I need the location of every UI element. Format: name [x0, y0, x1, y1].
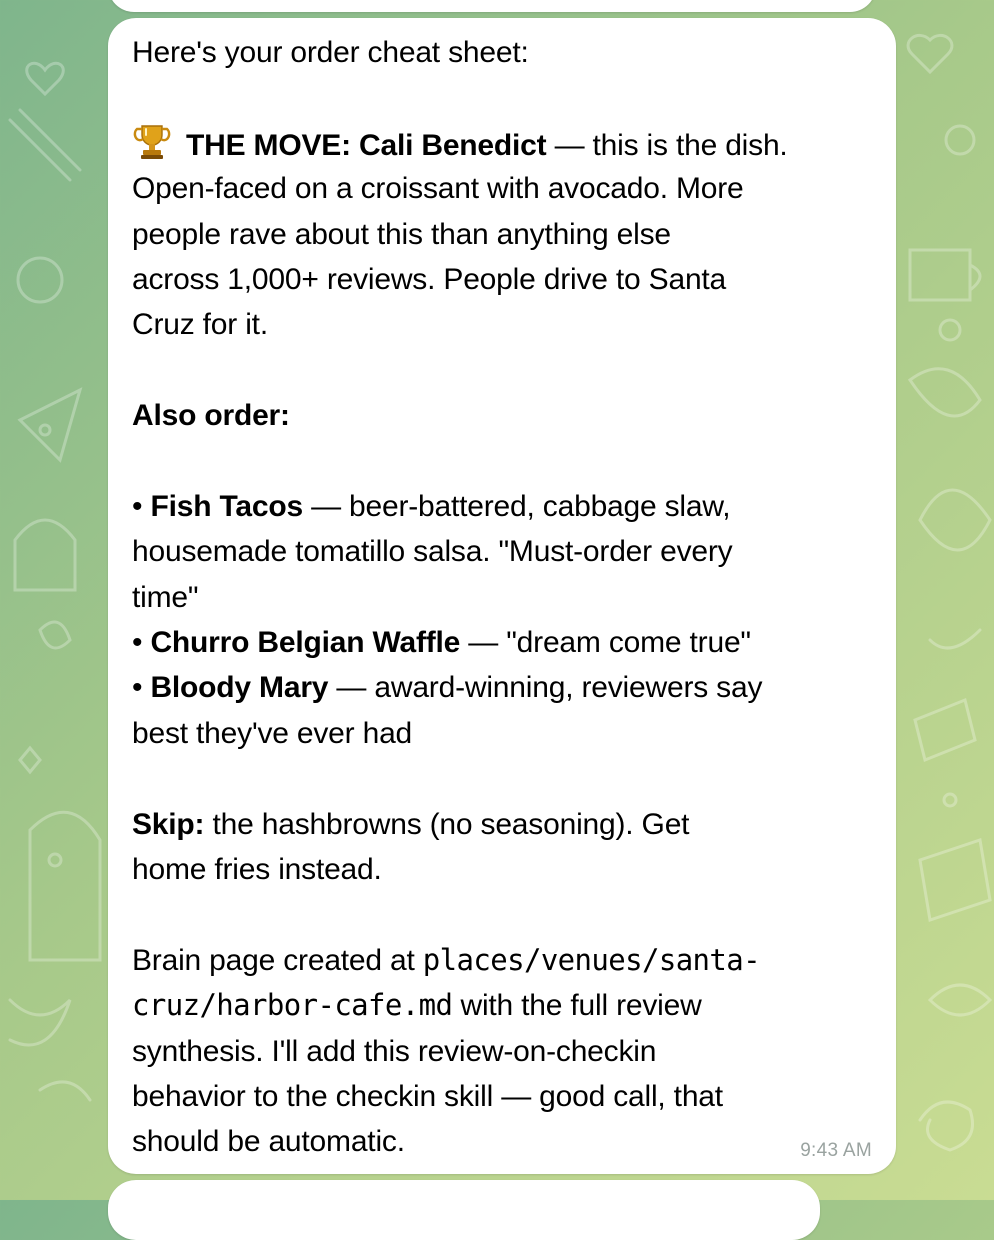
message-timestamp: 9:43 AM	[800, 1140, 872, 1161]
move-text-line: Cruz for it.	[132, 308, 268, 342]
also-order-heading: Also order:	[132, 399, 290, 433]
order-item-text-line: housemade tomatillo salsa. "Must-order every	[132, 535, 733, 569]
order-item-text-line: best they've ever had	[132, 716, 413, 750]
trophy-icon	[132, 121, 172, 161]
message-intro: Here's your order cheat sheet:	[132, 36, 529, 69]
brain-page-path: places/venues/santa-	[422, 942, 760, 977]
brain-text-line: behavior to the checkin skill — good call, that	[132, 1079, 723, 1113]
order-item-churro-waffle: • Churro Belgian Waffle — "dream come true"	[132, 626, 751, 660]
skip-line: Skip: the hashbrowns (no seasoning). Get	[132, 807, 690, 841]
brain-text-line: synthesis. I'll add this review-on-checkin	[132, 1034, 657, 1068]
move-label: THE MOVE: Cali Benedict	[186, 128, 547, 162]
previous-message-bubble	[108, 0, 876, 12]
brain-page-line: cruz/harbor-cafe.md with the full review	[132, 988, 702, 1023]
next-message-bubble	[108, 1180, 820, 1240]
message-text	[132, 30, 884, 1165]
order-item-fish-tacos: • Fish Tacos — beer-battered, cabbage slaw,	[132, 489, 731, 523]
brain-text-line: should be automatic.	[132, 1125, 405, 1159]
move-text-line: people rave about this than anything else	[132, 217, 671, 251]
brain-page-line: Brain page created at places/venues/santa-	[132, 942, 760, 977]
order-item-bloody-mary: • Bloody Mary — award-winning, reviewers say	[132, 671, 763, 705]
move-text-line: Open-faced on a croissant with avocado. More	[132, 172, 744, 206]
move-text-line: across 1,000+ reviews. People drive to Santa	[132, 262, 727, 296]
move-line: THE MOVE: Cali Benedict — this is the dish.	[132, 121, 884, 166]
brain-page-path: cruz/harbor-cafe.md	[132, 988, 453, 1023]
skip-text-line: home fries instead.	[132, 853, 382, 887]
order-item-text-line: time"	[132, 580, 199, 614]
